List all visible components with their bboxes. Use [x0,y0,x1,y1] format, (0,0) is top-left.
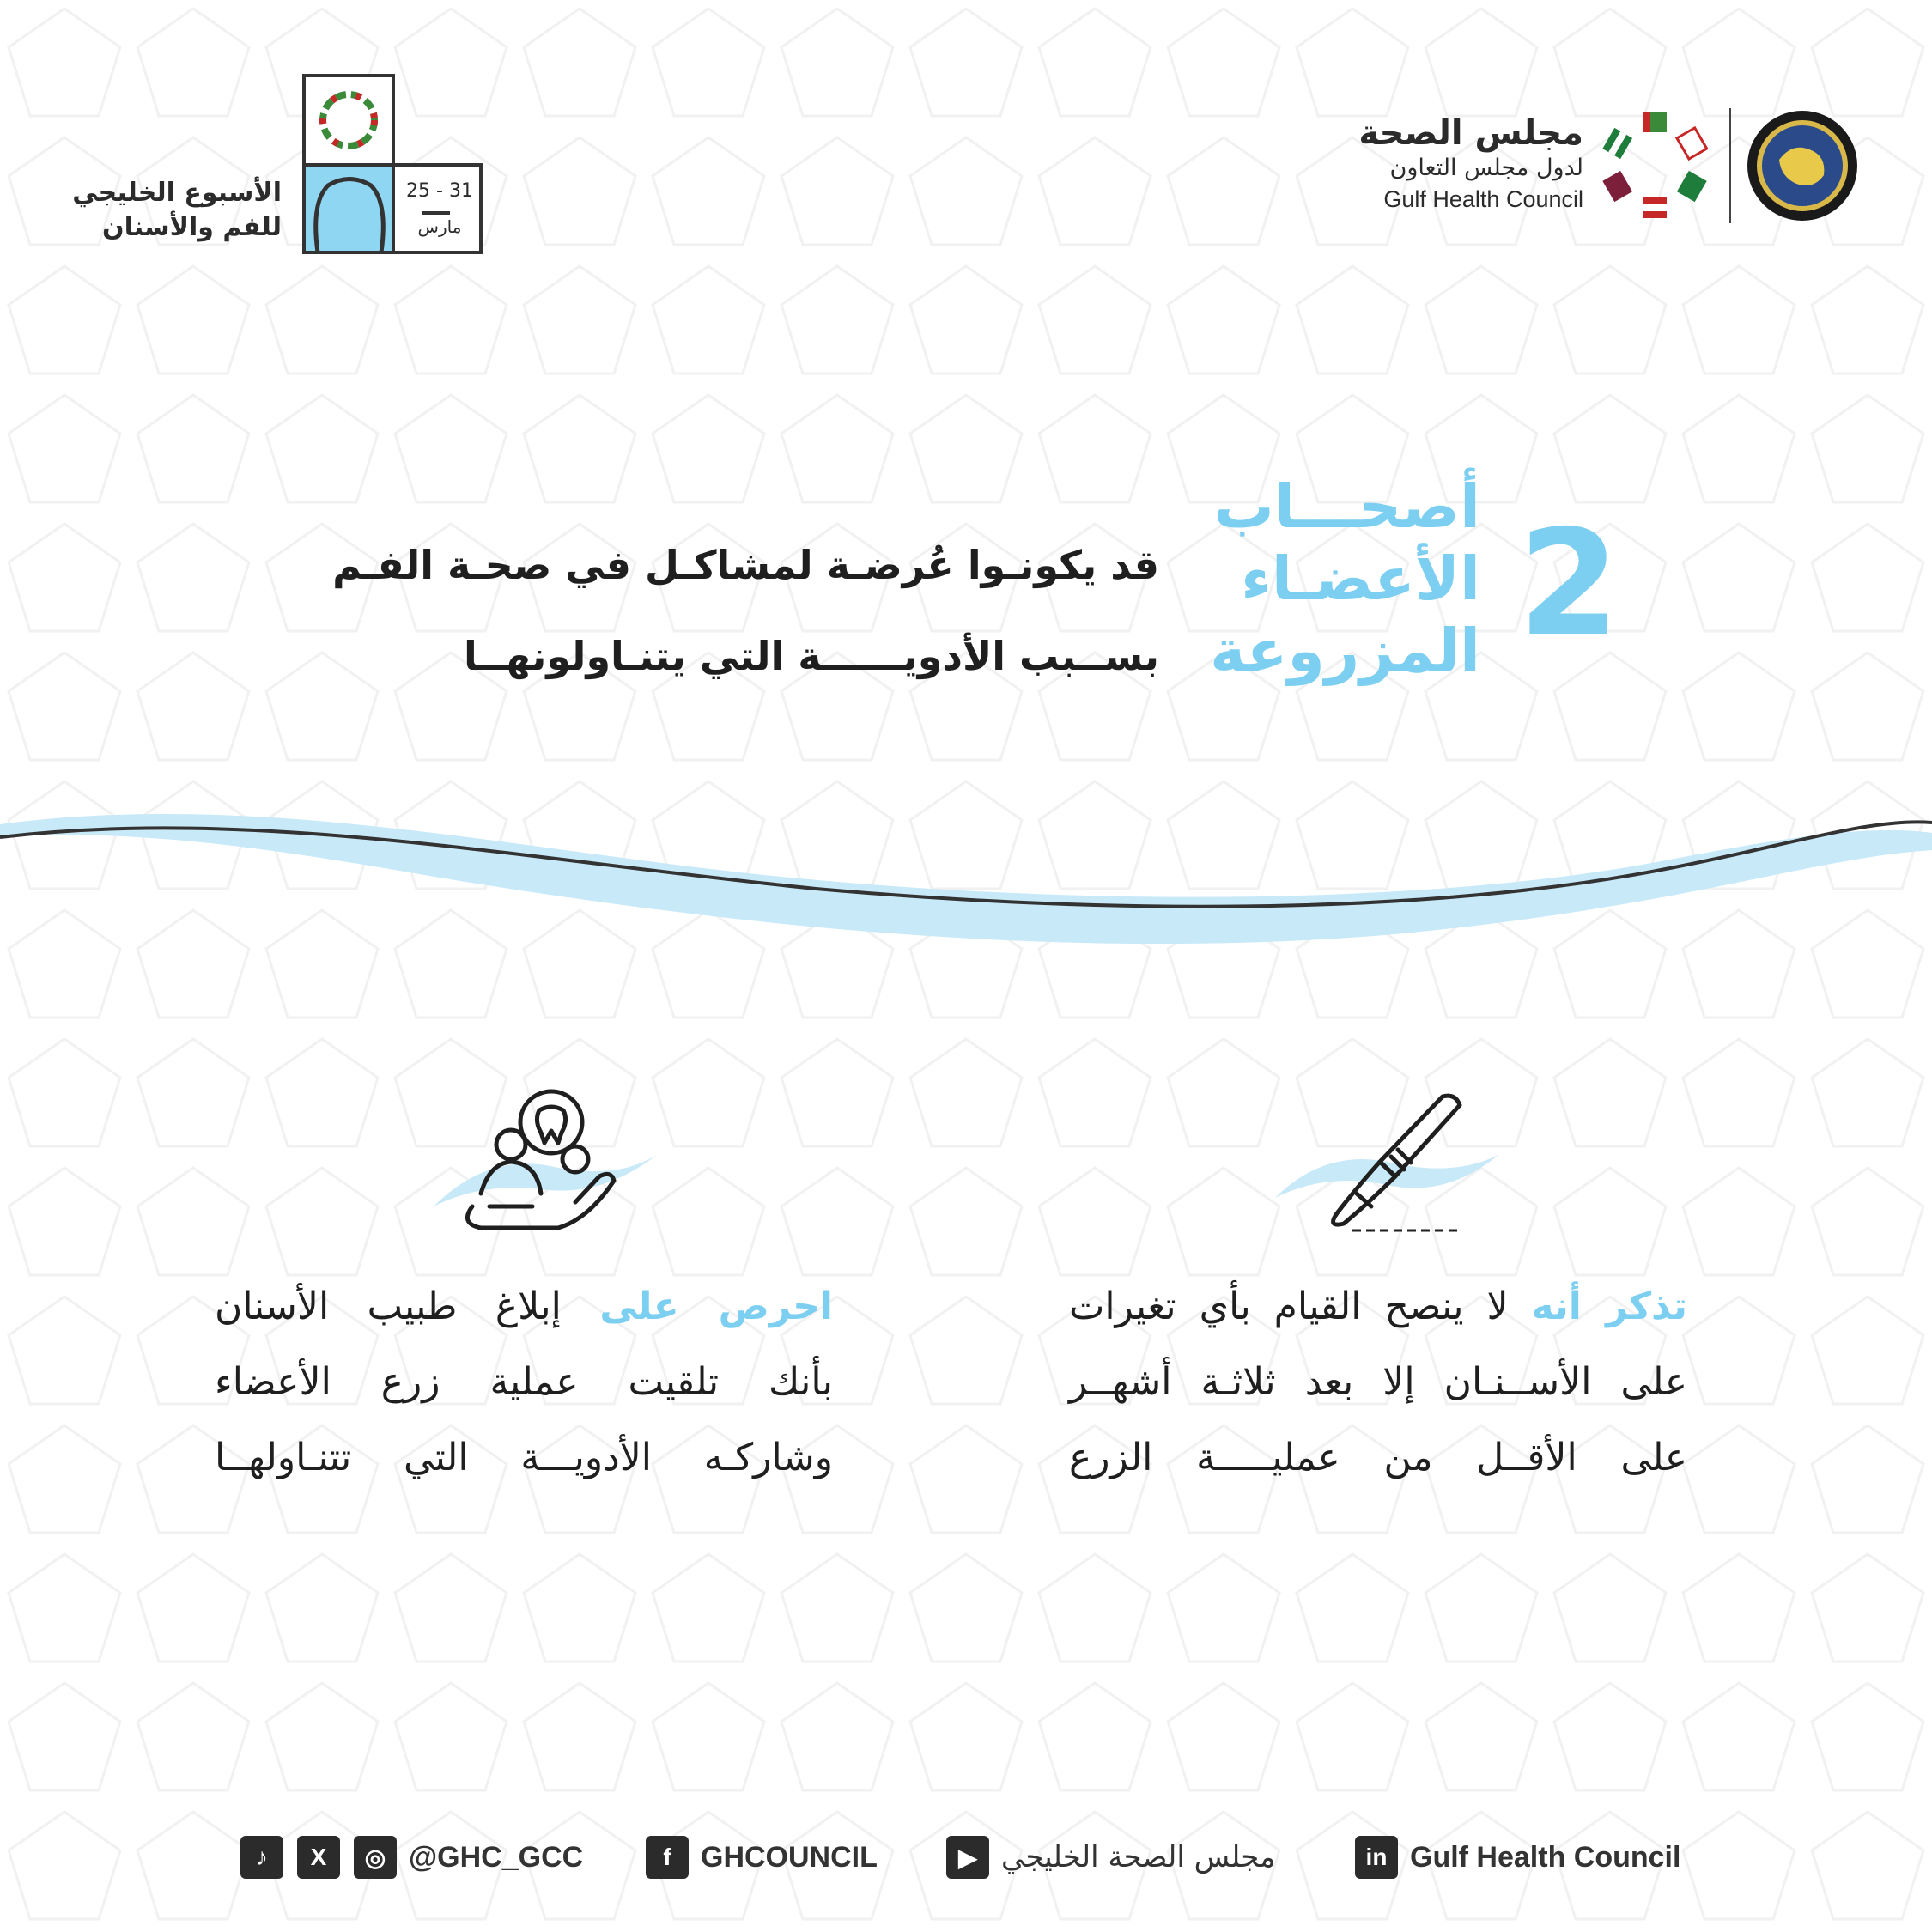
tip-text: لا ينصح القيام بأي تغيرات [1069,1285,1532,1328]
tip-highlight: احرص على [599,1285,833,1328]
headline-line: المزروعة [1210,616,1480,686]
item-number: 2 [1518,499,1620,669]
tip-timing [1069,1269,1687,1496]
council-name-ar: مجلس الصحة [1358,113,1583,153]
youtube-icon: ▶ [946,1836,989,1879]
council-logo-text [1309,113,1583,215]
event-month: مارس [417,216,462,237]
tip-inform-dentist [215,1269,833,1496]
event-date-range: 25 - 31 [406,180,473,202]
x-icon[interactable]: X [297,1836,340,1879]
description-line: قد يكونـوا عُرضـة لمشاكـل في صحـة الفـم [332,542,1159,588]
footer-linkedin[interactable] [1355,1832,1680,1882]
facebook-label: GHCOUNCIL [701,1840,878,1874]
dental-patient-care-icon [429,1086,661,1249]
facebook-icon: f [646,1836,689,1879]
scalpel-icon [1275,1086,1507,1249]
linkedin-label: Gulf Health Council [1410,1840,1681,1874]
event-title-line1: الأسبوع الخليجي [72,178,282,208]
wave-divider [0,799,1932,962]
gcc-emblem-icon [1745,108,1860,223]
logo-divider [1729,108,1731,223]
tip-line: بأنك تلقيت عملية زرع الأعضاء [215,1360,833,1404]
tip-line: وشاركـه الأدويـــة التي تتنـاولهــا [215,1436,833,1479]
council-name-en: Gulf Health Council [1383,186,1583,212]
flags-star-icon [1599,105,1710,225]
linkedin-icon: in [1355,1836,1398,1879]
description-line: بســبب الأدويــــــة التي يتنـاولونهــا [463,633,1159,679]
headline-line: الأعضـاء [1241,544,1480,614]
headline-description [301,519,1159,702]
headline [1137,471,1480,687]
tip-line: على الأســنـان إلا بعد ثلاثـة أشهــر [1069,1360,1687,1404]
tip-line [215,1269,833,1345]
headline-line: أصحـــاب [1213,471,1480,542]
footer-facebook[interactable] [646,1832,878,1882]
tip-line: على الأقــل من عمليـــــة الزرع [1069,1436,1687,1479]
instagram-icon[interactable]: ◎ [354,1836,397,1879]
handle-label: @GHC_GCC [409,1840,584,1874]
footer-social-handles[interactable] [240,1832,583,1882]
youtube-label: مجلس الصحة الخليجي [1001,1840,1276,1874]
event-title [60,176,282,245]
event-title-line2: للفم والأسنان [102,212,282,242]
council-subtitle-ar: لدول مجلس التعاون [1389,155,1583,181]
tip-text: إبلاغ طبيب الأسنان [215,1285,600,1328]
tiktok-icon[interactable]: ♪ [240,1836,283,1879]
tip-highlight: تذكر أنه [1531,1285,1687,1328]
footer-youtube[interactable] [946,1832,1275,1882]
tip-line [1069,1269,1687,1345]
